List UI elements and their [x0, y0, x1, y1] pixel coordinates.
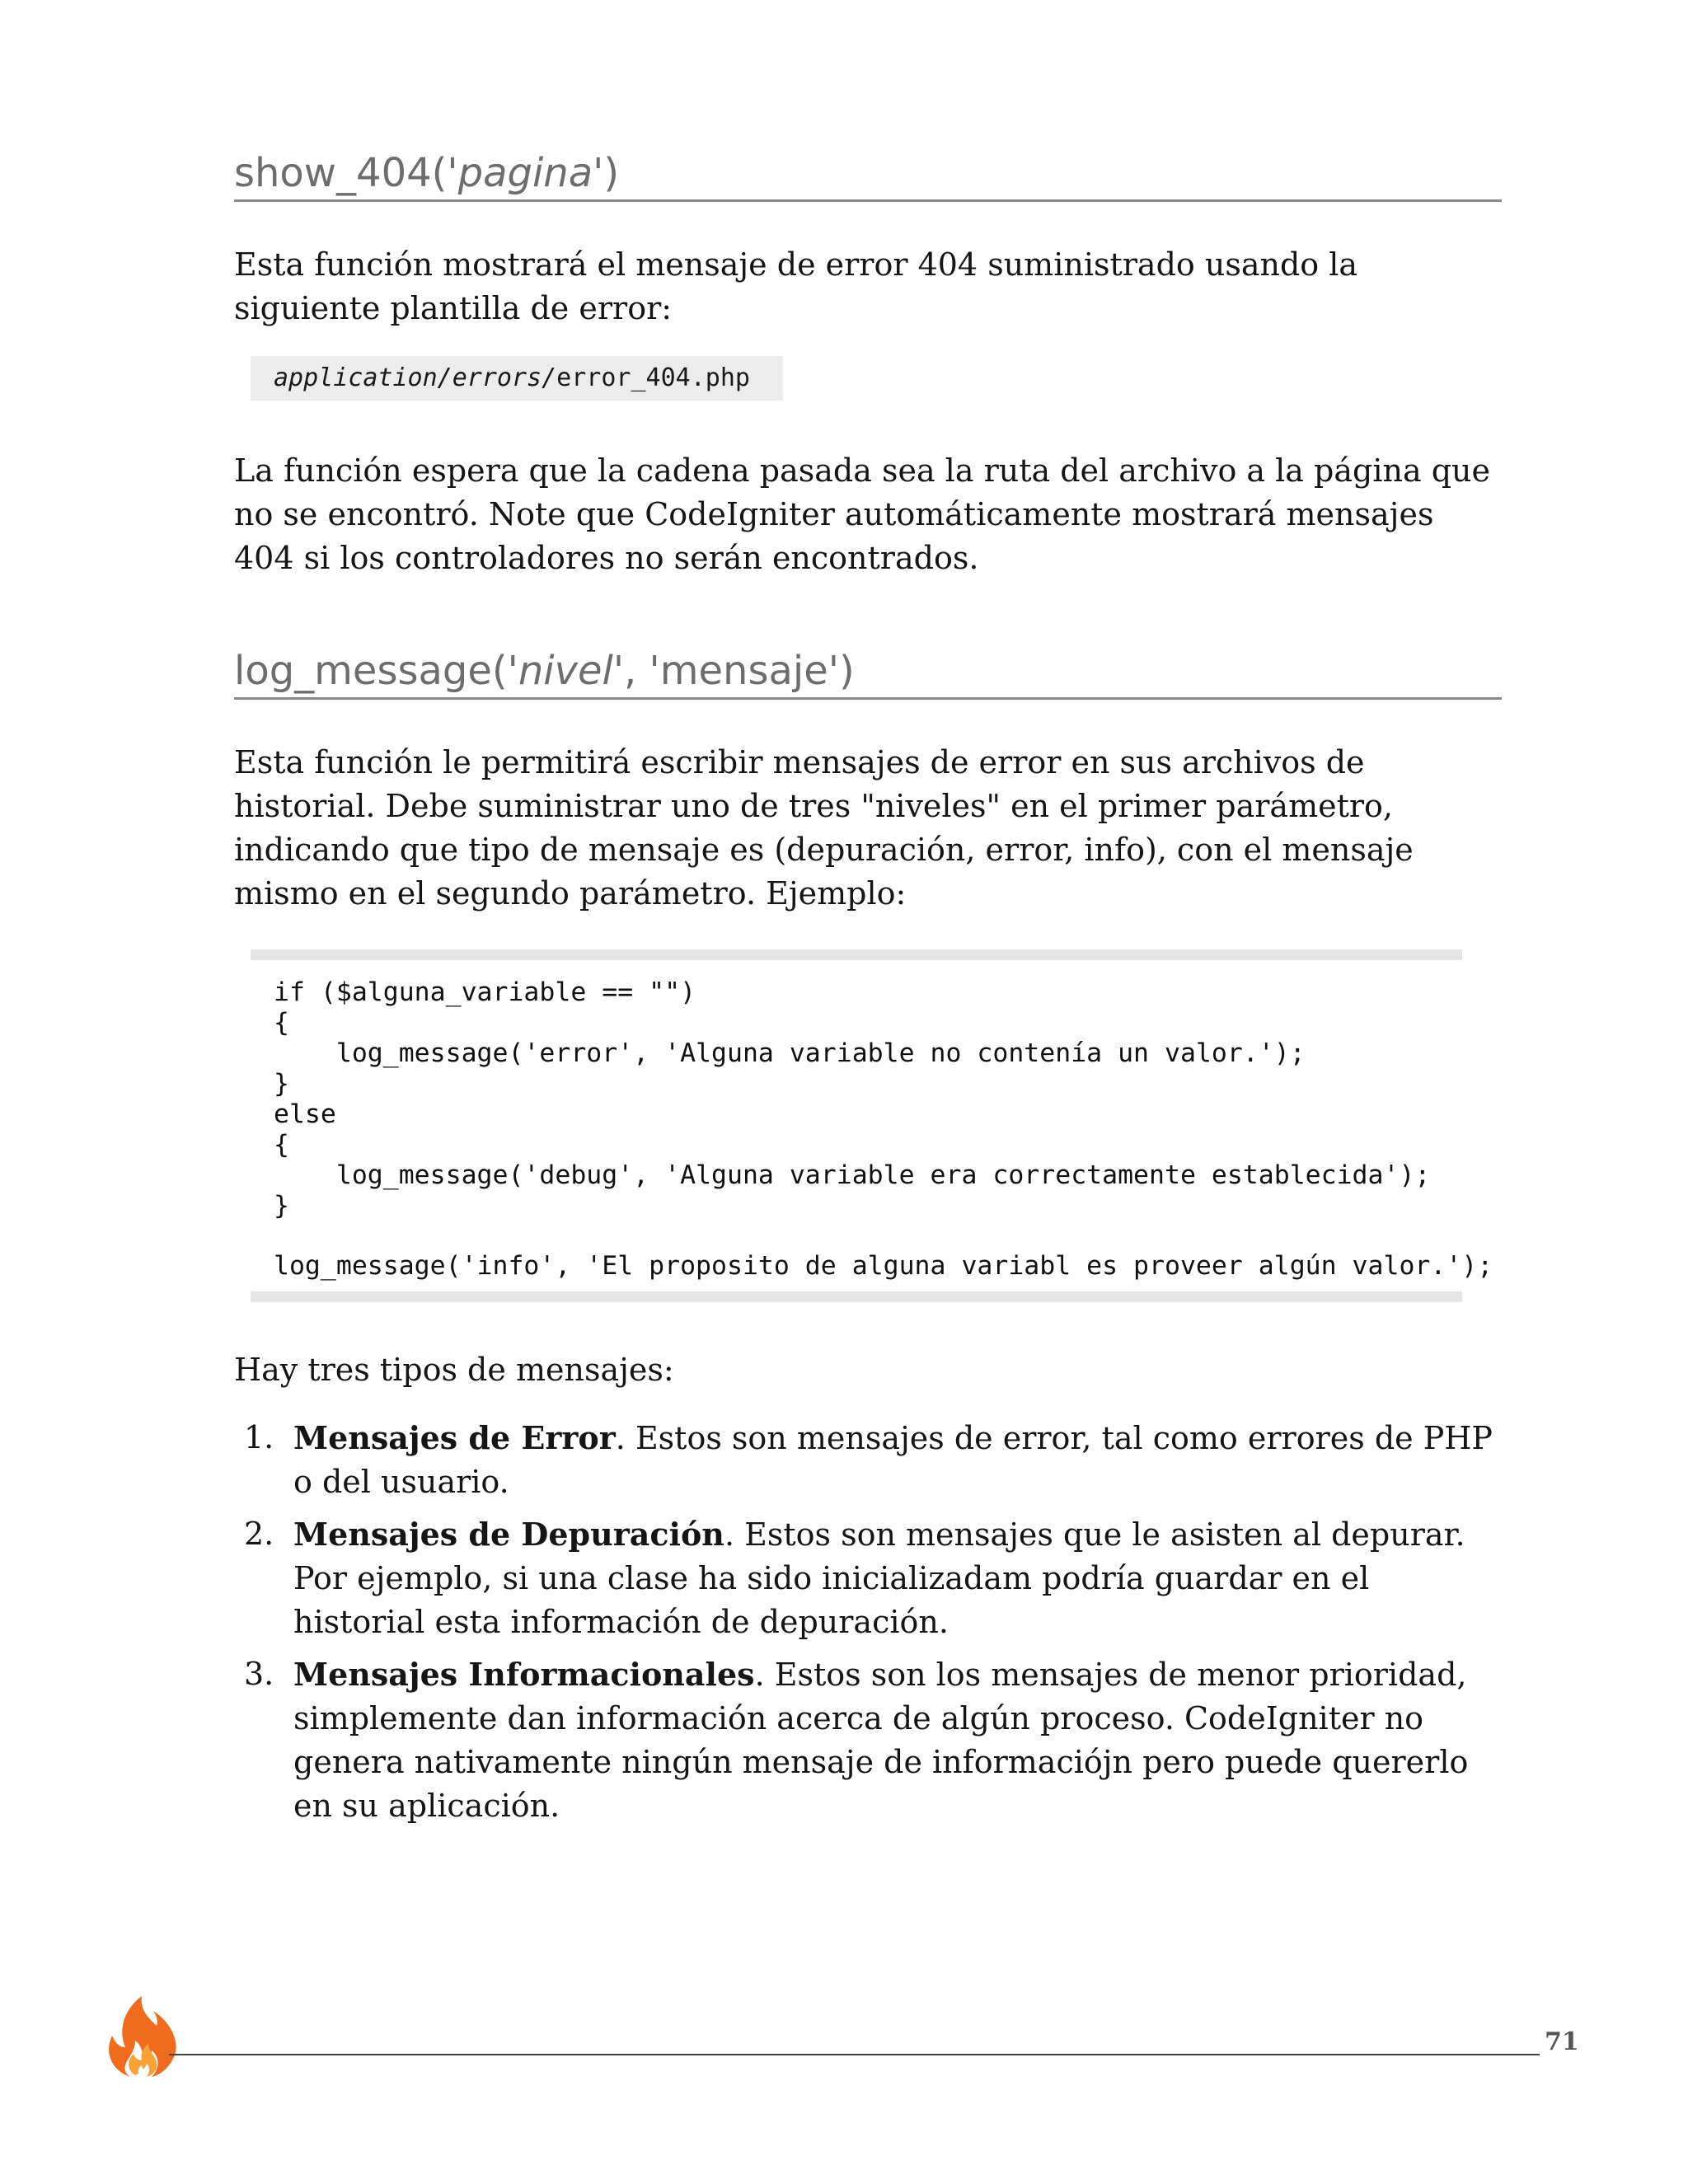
- list-number: 2.: [244, 1516, 274, 1552]
- footer-rule: [169, 2054, 1540, 2055]
- heading-italic: nivel: [518, 648, 613, 694]
- codeigniter-flame-icon: [106, 1993, 180, 2079]
- code-line: }: [274, 1069, 289, 1099]
- code-line-blank: [274, 1221, 1462, 1251]
- message-types-intro: Hay tres tipos de mensajes:: [234, 1352, 674, 1388]
- log-message-intro: Esta función le permitirá escribir mensajes de error en sus archivos de historial. Debe suministrar uno de tres "niveles" en el primer parámetro, indicando que tipo de mensaje es (depuración, error, info), con el mensaje mismo en el segundo parámetro. Ejemplo:: [234, 744, 1414, 912]
- code-path-file: error_404.php: [556, 363, 750, 392]
- show-404-description: La función espera que la cadena pasada sea la ruta del archivo a la página que no se encontró. Note que CodeIgniter automáticamente mostrará mensajes 404 si los controladores no serán encontrados.: [234, 452, 1490, 576]
- error-template-path: [251, 356, 783, 401]
- list-item-title: Mensajes de Error: [293, 1419, 616, 1456]
- show-404-intro: Esta función mostrará el mensaje de error 404 suministrado usando la siguiente plantilla de error:: [234, 246, 1358, 326]
- code-line: log_message('info', 'El proposito de alguna variabl es proveer algún valor.');: [274, 1251, 1493, 1281]
- code-line: {: [274, 1008, 289, 1038]
- list-item-title: Mensajes Informacionales: [293, 1656, 755, 1693]
- page-number: 71: [1545, 2027, 1579, 2056]
- heading-italic: pagina: [457, 150, 593, 196]
- list-number: 3.: [244, 1656, 274, 1692]
- heading-prefix: log_message(': [234, 648, 518, 694]
- heading-prefix: show_404(': [234, 150, 458, 196]
- code-line: log_message('debug', 'Alguna variable era correctamente establecida');: [274, 1160, 1431, 1190]
- code-line: if ($alguna_variable == ""): [274, 977, 696, 1007]
- list-item-text: . Estos son mensajes de error, tal como errores de PHP o del usuario.: [293, 1420, 1493, 1500]
- section-heading-log-message: [234, 646, 1502, 700]
- code-line: else: [274, 1099, 336, 1129]
- list-item-error-messages: [234, 1416, 1503, 1504]
- heading-suffix: ', 'mensaje'): [612, 648, 855, 694]
- list-item-debug-messages: [234, 1512, 1503, 1644]
- list-number: 1.: [244, 1419, 274, 1455]
- code-line: {: [274, 1130, 289, 1160]
- code-example-block: [251, 949, 1493, 1302]
- list-item-title: Mensajes de Depuración: [293, 1516, 724, 1553]
- list-item-info-messages: [234, 1652, 1503, 1828]
- list-item-text: . Estos son los mensajes de menor prioridad, simplemente dan información acerca de algún proceso. CodeIgniter no genera nativamente ningún mensaje de informacióјn pero puede quererlo en su aplicación.: [293, 1657, 1469, 1824]
- message-types-list: [234, 1416, 1503, 1836]
- heading-suffix: '): [593, 150, 620, 196]
- code-line: }: [274, 1191, 289, 1221]
- code-path-directory: application/errors/: [274, 363, 557, 392]
- section-heading-show-404: [234, 148, 1502, 202]
- code-line: log_message('error', 'Alguna variable no contenía un valor.');: [274, 1038, 1306, 1068]
- list-item-text: . Estos son mensajes que le asisten al depurar. Por ejemplo, si una clase ha sido inicializadam podría guardar en el historial esta información de depuración.: [293, 1516, 1465, 1640]
